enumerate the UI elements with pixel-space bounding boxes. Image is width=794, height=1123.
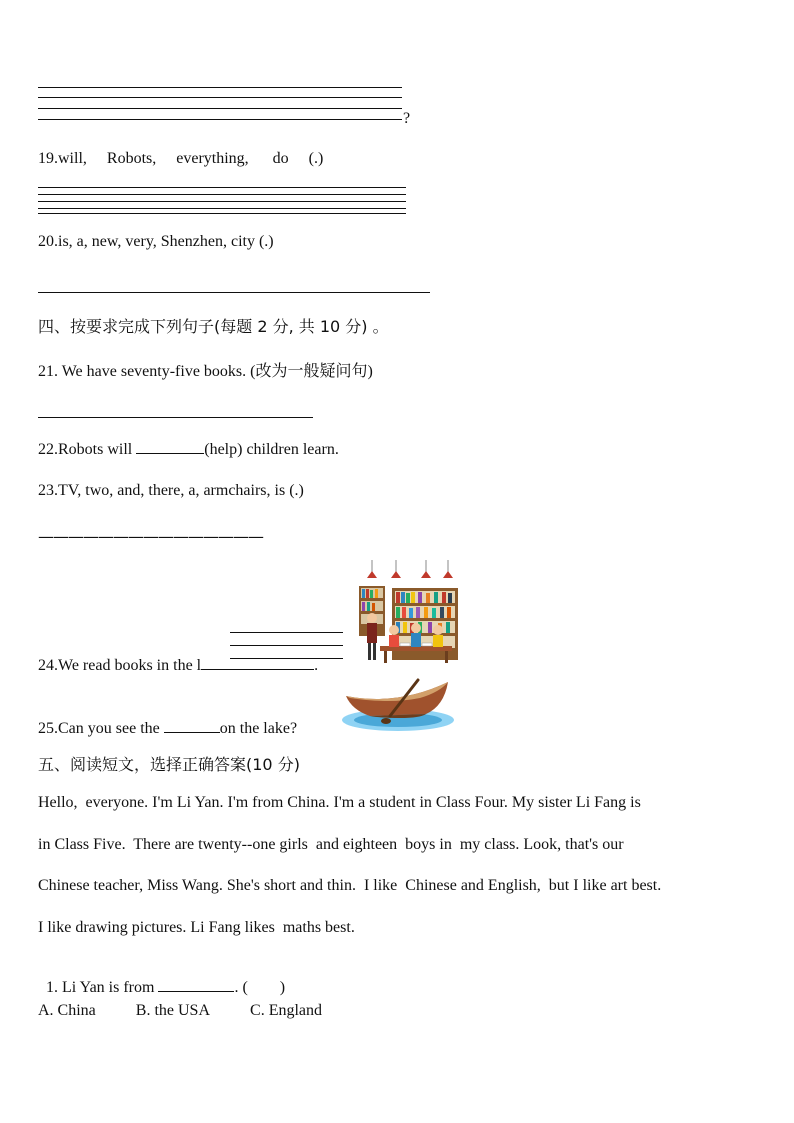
passage-line-2: in Class Five. There are twenty--one girls and eighteen boys in my class. Look, that's our	[38, 836, 624, 853]
answer-line	[38, 201, 406, 202]
reading-question-1-text: 1. Li Yan is from	[46, 979, 159, 996]
question-24-text: 24.We read books in the l	[38, 657, 202, 674]
answer-line	[38, 417, 313, 418]
question-20: 20.is, a, new, very, Shenzhen, city (.)	[38, 233, 274, 250]
reading-question-1-end: . ( )	[234, 979, 286, 996]
question-24-end: .	[314, 657, 319, 674]
question-24	[38, 657, 318, 675]
question-25-end: on the lake?	[219, 720, 298, 737]
answer-line	[38, 292, 430, 293]
question-25	[38, 720, 297, 738]
reading-question-1	[38, 961, 285, 997]
passage-line-3: Chinese teacher, Miss Wang. She's short and thin. I like Chinese and English, but I like art best.	[38, 877, 662, 894]
option-b[interactable]: B. the USA	[135, 1002, 211, 1019]
fill-blank[interactable]	[136, 453, 204, 454]
question-25-text: 25.Can you see the	[38, 720, 164, 737]
answer-line	[38, 213, 406, 214]
passage-line-1: Hello, everyone. I'm Li Yan. I'm from China. I'm a student in Class Four. My sister Li Fang is	[38, 794, 641, 811]
answer-line	[38, 119, 402, 120]
fill-blank[interactable]	[164, 732, 220, 733]
question-23: 23.TV, two, and, there, a, armchairs, is (.)	[38, 482, 304, 499]
answer-line	[38, 187, 406, 188]
fill-blank[interactable]	[201, 669, 314, 670]
answer-line	[38, 208, 406, 209]
answer-line	[38, 87, 402, 88]
library-illustration	[356, 560, 460, 664]
question-mark: ?	[403, 110, 411, 127]
answer-line	[230, 632, 343, 633]
question-22-text-end: (help) children learn.	[204, 441, 339, 458]
answer-options	[38, 1002, 362, 1020]
fill-blank[interactable]	[158, 991, 234, 992]
boat-illustration	[340, 676, 458, 738]
answer-line	[38, 108, 402, 109]
option-a[interactable]: A. China	[38, 1002, 96, 1019]
option-c[interactable]: C. England	[250, 1002, 323, 1019]
question-19: 19.will, Robots, everything, do (.)	[38, 150, 324, 167]
section-5-title: 五、阅读短文，选择正确答案(10 分)	[38, 755, 300, 774]
answer-line	[38, 194, 406, 195]
question-22	[38, 441, 339, 459]
lamp-icon	[367, 560, 453, 578]
answer-line	[38, 97, 402, 98]
question-23-answer-line: ———————————————	[38, 527, 263, 546]
answer-line	[230, 645, 343, 646]
question-21: 21. We have seventy-five books. (改为一般疑问句)	[38, 363, 373, 380]
passage-line-4: I like drawing pictures. Li Fang likes maths best.	[38, 919, 355, 936]
section-4-title: 四、按要求完成下列句子(每题 2 分, 共 10 分) 。	[38, 317, 389, 336]
question-22-text: 22.Robots will	[38, 441, 137, 458]
